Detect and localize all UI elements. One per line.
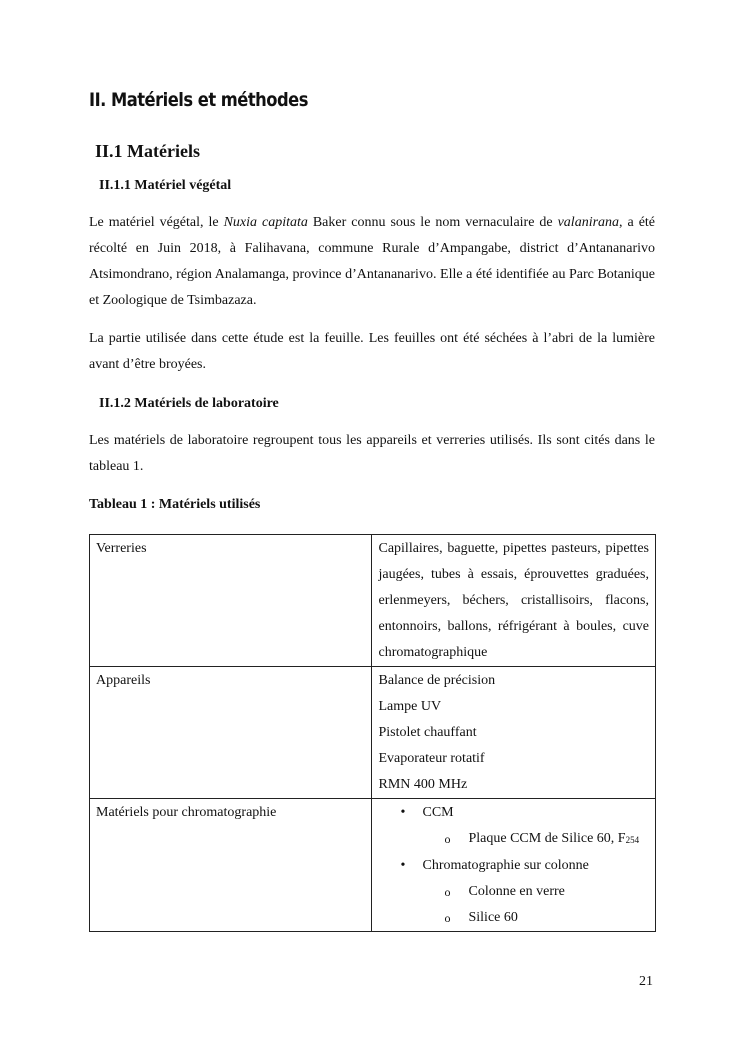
verreries-list: Capillaires, baguette, pipettes pasteurs, pipettes jaugées, tubes à essais, éprouvettes graduées, erlenmeyers, béchers, cristallisoirs, flacons, entonnoirs, ballons, réfrigérant à boules, cuve chromatographique <box>372 535 656 667</box>
circle-bullet-icon: o <box>444 911 451 925</box>
list-item: Pistolet chauffant <box>378 725 477 740</box>
sub-item-silice: o Silice 60 <box>378 905 649 931</box>
row-label-appareils: Appareils <box>90 667 372 799</box>
section-heading: II.1 Matériels <box>95 141 200 161</box>
list-item: Evaporateur rotatif <box>378 751 485 766</box>
list-item: Balance de précision <box>378 673 496 688</box>
table-row <box>90 535 656 667</box>
para1-text-2: Baker connu sous le nom vernaculaire de <box>307 215 558 230</box>
para1-text-1: Le matériel végétal, le <box>89 215 224 230</box>
circle-bullet-icon: o <box>444 885 451 899</box>
list-item: RMN 400 MHz <box>378 777 468 792</box>
sub-item-colonne-verre: o Colonne en verre <box>378 879 649 905</box>
appareils-list <box>372 667 656 799</box>
list-item: Lampe UV <box>378 699 442 714</box>
bullet-dot-icon: • <box>400 858 406 873</box>
table-caption: Tableau 1 : Matériels utilisés <box>89 497 261 512</box>
bullet-item-ccm: • CCM <box>378 800 649 826</box>
chromatographie-list <box>372 799 656 932</box>
chapter-heading: II. Matériels et méthodes <box>89 89 308 111</box>
subsection-heading-laboratoire: II.1.2 Matériels de laboratoire <box>99 396 279 411</box>
bullet-item-colonne: • Chromatographie sur colonne <box>378 853 649 879</box>
paragraph-materiel-vegetal <box>89 210 655 314</box>
materials-table <box>89 534 656 932</box>
bullet-dot-icon: • <box>400 805 406 820</box>
circle-bullet-icon: o <box>444 832 451 846</box>
sub-item-plaque-ccm: o Plaque CCM de Silice 60, $F_{254}$ <box>378 826 649 853</box>
species-name: Nuxia capitata <box>223 215 308 230</box>
subsection-heading-materiel-vegetal: II.1.1 Matériel végétal <box>99 178 232 193</box>
vernacular-name: valanirana <box>557 215 620 230</box>
table-row <box>90 667 656 799</box>
row-label-verreries: Verreries <box>90 535 372 667</box>
table-row <box>90 799 656 932</box>
paragraph-partie-utilisee: La partie utilisée dans cette étude est la feuille. Les feuilles ont été séchées à l’abri de la lumière avant d’être broyées. <box>89 331 655 372</box>
paragraph-laboratoire: Les matériels de laboratoire regroupent tous les appareils et verreries utilisés. Ils sont cités dans le tableau 1. <box>89 433 655 474</box>
para1-text-3: , a été récolté en Juin 2018, à Falihavana, commune Rurale d’Ampangabe, district d’Antananarivo Atsimondrano, région Analamanga, province d’Antananarivo. Elle a été identifiée au Parc Botanique et Zoologique de Tsimbazaza. <box>89 215 656 308</box>
page-number: 21 <box>639 974 653 989</box>
row-label-chromatographie: Matériels pour chromatographie <box>90 799 372 932</box>
